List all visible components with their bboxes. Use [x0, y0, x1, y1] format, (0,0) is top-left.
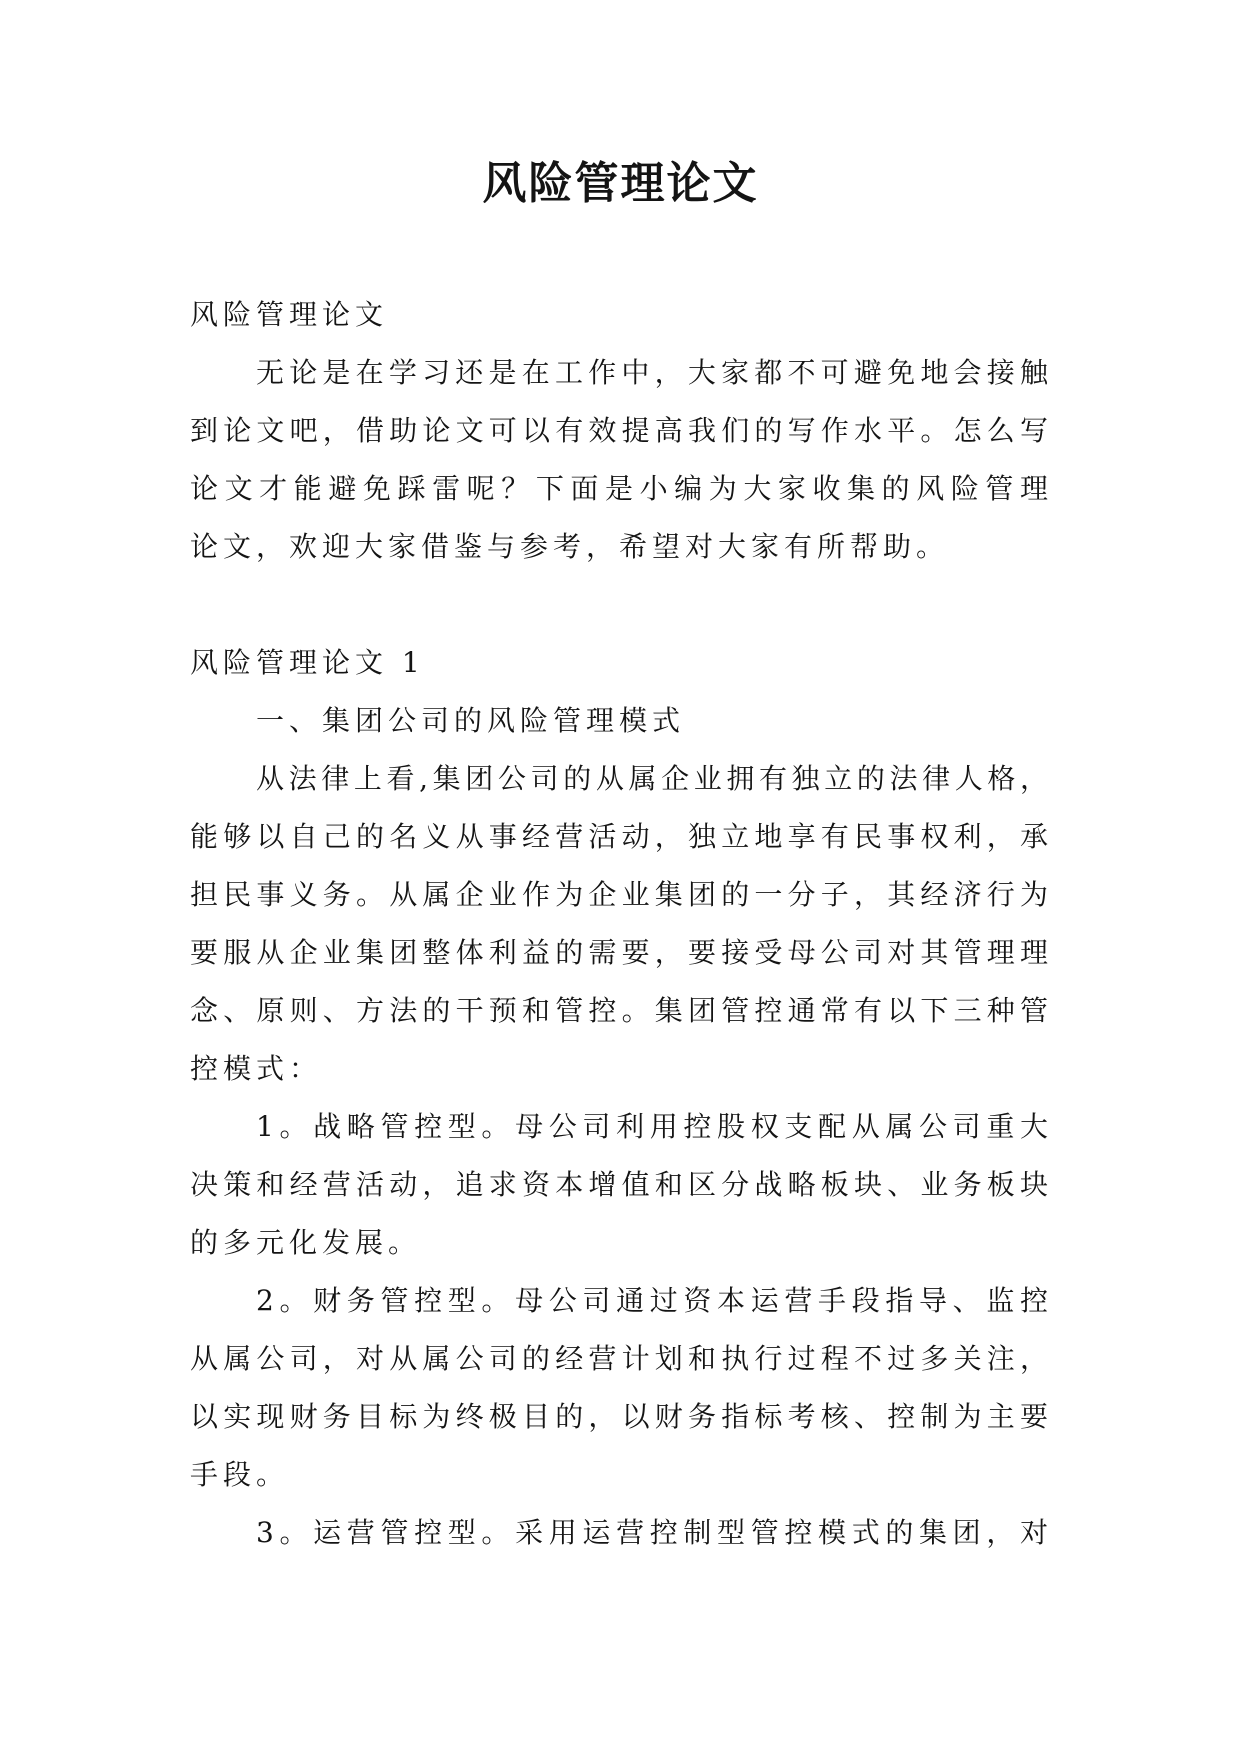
paragraph-line: 到论文吧，借助论文可以有效提高我们的写作水平。怎么写	[190, 414, 1052, 447]
blank-line	[190, 576, 1052, 634]
document-title: 风险管理论文	[482, 158, 759, 209]
paragraph-line: 论文，欢迎大家借鉴与参考，希望对大家有所帮助。	[190, 530, 950, 563]
paragraph-line: 控模式：	[190, 1052, 323, 1085]
document-body	[190, 286, 1052, 1562]
paragraph-line: 的多元化发展。	[190, 1226, 422, 1259]
section-heading: 风险管理论文 1	[190, 646, 425, 679]
paragraph-line: 要服从企业集团整体利益的需要，要接受母公司对其管理理	[190, 936, 1052, 969]
body-paragraph	[190, 1504, 1052, 1562]
paragraph-line: 念、原则、方法的干预和管控。集团管控通常有以下三种管	[190, 994, 1052, 1027]
section-subheading: 一、集团公司的风险管理模式	[256, 704, 686, 737]
paragraph-line: 无论是在学习还是在工作中，大家都不可避免地会接触	[256, 356, 1052, 389]
paragraph-line: 担民事义务。从属企业作为企业集团的一分子，其经济行为	[190, 878, 1052, 911]
paragraph-line: 论文才能避免踩雷呢？下面是小编为大家收集的风险管理	[190, 472, 1052, 505]
paragraph-line: 能够以自己的名义从事经营活动，独立地享有民事权利，承	[190, 820, 1052, 853]
body-paragraph	[190, 750, 1052, 1098]
paragraph-line: 手段。	[190, 1458, 290, 1491]
paragraph-line: 决策和经营活动，追求资本增值和区分战略板块、业务板块	[190, 1168, 1052, 1201]
body-paragraph	[190, 1272, 1052, 1504]
paragraph-line: 以实现财务目标为终极目的，以财务指标考核、控制为主要	[190, 1400, 1052, 1433]
paragraph-line: 1。战略管控型。母公司利用控股权支配从属公司重大	[256, 1110, 1052, 1143]
paragraph-line: 从法律上看,集团公司的从属企业拥有独立的法律人格，	[256, 762, 1052, 795]
paragraph-line: 从属公司，对从属公司的经营计划和执行过程不过多关注，	[190, 1342, 1052, 1375]
paragraph-line: 3。运营管控型。采用运营控制型管控模式的集团，对	[256, 1516, 1052, 1549]
body-paragraph	[190, 1098, 1052, 1272]
intro-paragraph	[190, 344, 1052, 576]
paragraph-line: 2。财务管控型。母公司通过资本运营手段指导、监控	[256, 1284, 1052, 1317]
document-subtitle: 风险管理论文	[190, 298, 389, 331]
